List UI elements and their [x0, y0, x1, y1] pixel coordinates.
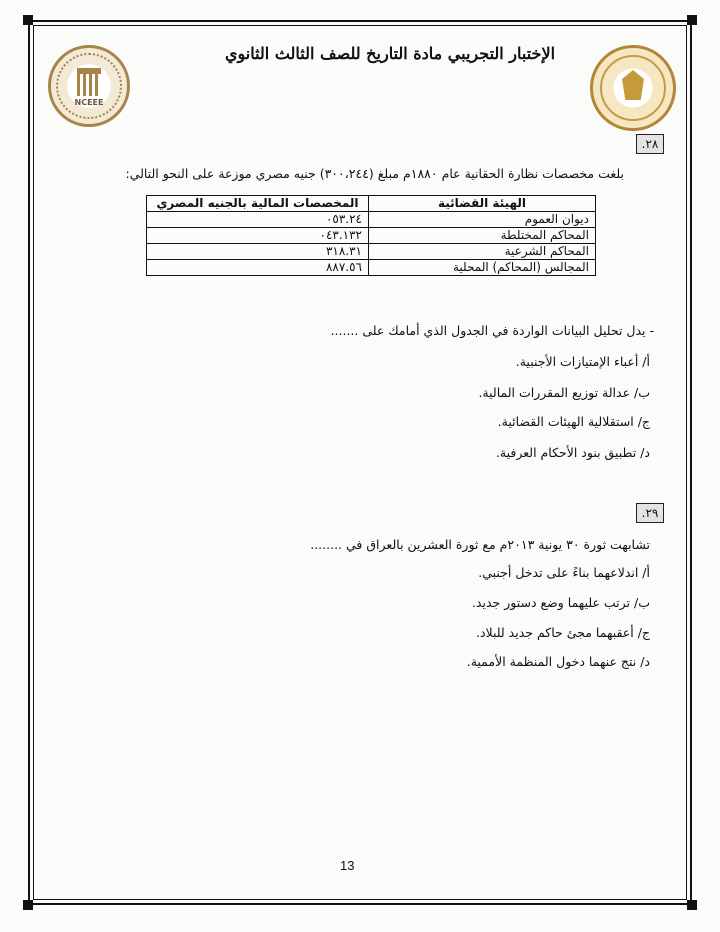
allocations-table [146, 195, 596, 276]
question-text: - يدل تحليل البيانات الواردة في الجدول الذي أمامك على ....... [330, 323, 654, 338]
page-number: 13 [340, 858, 355, 873]
answer-option[interactable]: أ/ أعباء الإمتيازات الأجنبية. [515, 354, 650, 369]
table-cell: ٣١٨.٣١ [147, 244, 369, 260]
building-icon [77, 68, 101, 96]
table-cell: المجالس (المحاكم) المحلية [369, 260, 596, 276]
border-corner [23, 15, 33, 25]
border-corner [687, 15, 697, 25]
answer-option[interactable]: ب/ عدالة توزيع المقررات المالية. [478, 385, 650, 400]
table-row [147, 244, 596, 260]
table-row [147, 260, 596, 276]
answer-option[interactable]: د/ نتج عنهما دخول المنظمة الأممية. [466, 654, 650, 669]
question-intro: بلغت مخصصات نظارة الحقانية عام ١٨٨٠م مبلغ (٣٠٠،٢٤٤) جنيه مصري موزعة على النحو التالي: [125, 166, 624, 181]
table-cell: ٠٤٣.١٣٢ [147, 228, 369, 244]
page-title: الإختبار التجريبي مادة التاريخ للصف الثالث الثانوي [224, 44, 556, 63]
question-number: ٢٨. [636, 134, 664, 154]
border-corner [23, 900, 33, 910]
table-cell: المحاكم الشرعية [369, 244, 596, 260]
border-corner [687, 900, 697, 910]
table-cell: ديوان العموم [369, 212, 596, 228]
question-number: ٢٩. [636, 503, 664, 523]
logo-text: NCEEE [74, 98, 104, 107]
table-header-row [147, 196, 596, 212]
answer-option[interactable]: ب/ ترتب عليهما وضع دستور جديد. [471, 595, 650, 610]
table-row [147, 228, 596, 244]
table-header: الهيئة القضائية [369, 196, 596, 212]
answer-option[interactable]: ج/ أعقبهما مجئ حاكم جديد للبلاد. [475, 625, 650, 640]
table-row [147, 212, 596, 228]
table-cell: المحاكم المختلطة [369, 228, 596, 244]
ministry-logo [590, 45, 676, 131]
question-text: تشابهت ثورة ٣٠ يونية ٢٠١٣م مع ثورة العشرين بالعراق في ........ [310, 537, 650, 552]
table-header: المخصصات المالية بالجنيه المصري [147, 196, 369, 212]
answer-option[interactable]: د/ تطبيق بنود الأحكام العرفية. [495, 445, 650, 460]
answer-option[interactable]: ج/ استقلالية الهيئات القضائية. [497, 414, 650, 429]
table-cell: ٠٥٣.٢٤ [147, 212, 369, 228]
table-cell: ٨٨٧.٥٦ [147, 260, 369, 276]
nceee-logo [48, 45, 130, 127]
answer-option[interactable]: أ/ اندلاعهما بناءً على تدخل أجنبي. [478, 565, 650, 580]
page-border-inner [33, 25, 687, 900]
